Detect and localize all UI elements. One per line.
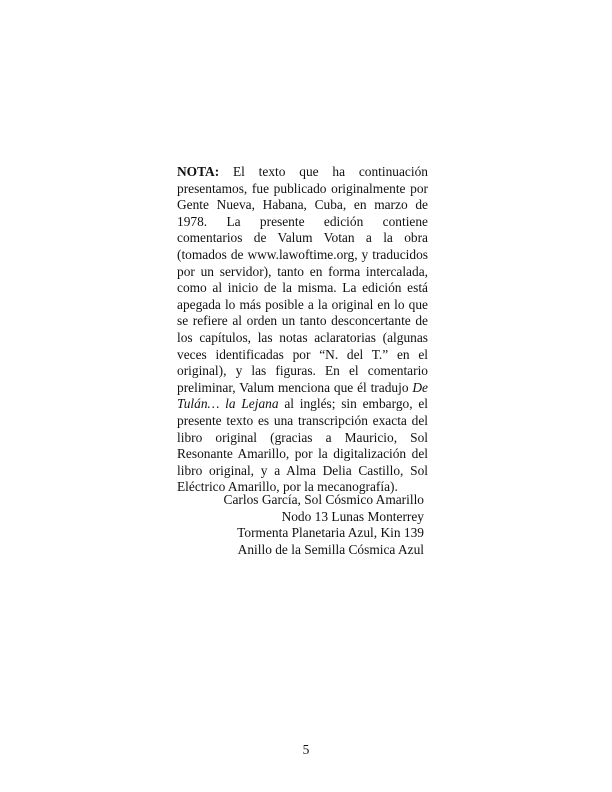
note-text-part-2: al inglés; sin embargo, el presente texto es una transcripción exacta del libro original (gracias a Mauricio, Sol Resonante Amarillo, por la digitalización del libro original, y a Alma Delia Castillo, Sol Eléctrico Amarillo, por la mecanografía). xyxy=(177,396,428,495)
signature-line-name: Carlos García, Sol Cósmico Amarillo xyxy=(223,492,424,507)
note-paragraph xyxy=(177,164,428,496)
page-number: 5 xyxy=(302,742,310,757)
note-text-part-1: El texto que ha continuación presentamos, fue publicado originalmente por Gente Nueva, Habana, Cuba, en marzo de 1978. La presente edición contiene comentarios de Valum Votan a la obra (tomados de www.lawoftime.org, y traducidos por un servidor), tanto en forma intercalada, como al inicio de la misma. La edición está apegada lo más posible a la original en lo que se refiere al orden un tanto desconcertante de los capítulos, las notas aclaratorias (algunas veces identificadas por “N. del T.” en el original), y las figuras. En el comentario preliminar, Valum menciona que él tradujo xyxy=(177,164,428,395)
book-title: De Tulán… la Lejana xyxy=(177,379,428,412)
signature-line-node: Nodo 13 Lunas Monterrey xyxy=(281,508,424,524)
note-label: NOTA: xyxy=(177,164,220,179)
signature-line-date: Tormenta Planetaria Azul, Kin 139 xyxy=(237,525,424,541)
signature-line-ring: Anillo de la Semilla Cósmica Azul xyxy=(237,541,424,557)
signature-block xyxy=(177,492,424,558)
